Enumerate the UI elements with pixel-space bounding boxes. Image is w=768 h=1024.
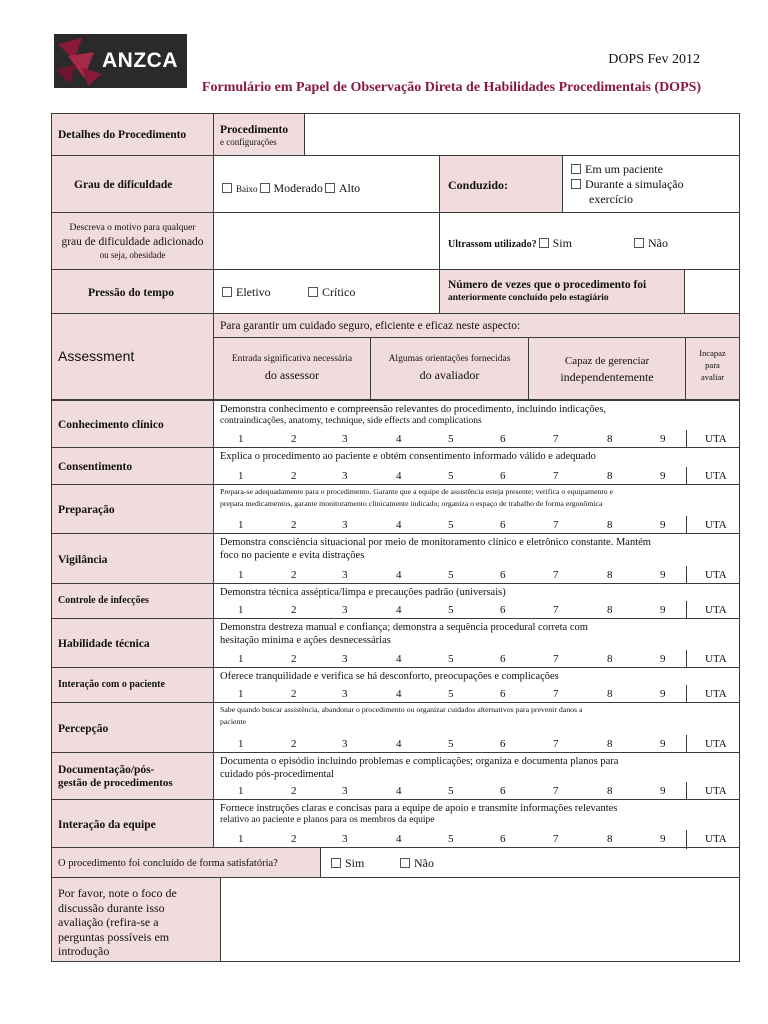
criterion-body [213, 702, 740, 753]
rating-option[interactable]: 8 [607, 470, 613, 482]
reason-label-cell [51, 212, 214, 270]
rating-option[interactable]: 5 [448, 604, 454, 616]
rating-option[interactable]: 1 [238, 433, 244, 445]
rating-option[interactable]: 1 [238, 653, 244, 665]
rating-option[interactable]: 9 [660, 785, 666, 797]
rating-option[interactable]: 1 [238, 569, 244, 581]
criterion-body [213, 533, 740, 584]
criterion-description: Demonstra conhecimento e compreensão relevantes do procedimento, incluindo indicações, [220, 404, 607, 415]
rating-option[interactable]: 5 [448, 433, 454, 445]
criterion-label-cell [51, 533, 214, 584]
rating-option[interactable]: 2 [291, 785, 297, 797]
rating-option[interactable]: 6 [500, 470, 506, 482]
rating-option[interactable]: 1 [238, 833, 244, 845]
rating-option[interactable]: 6 [500, 785, 506, 797]
rating-option[interactable]: 2 [291, 688, 297, 700]
rating-option[interactable]: 8 [607, 688, 613, 700]
rating-option[interactable]: 2 [291, 519, 297, 531]
completion-no-checkbox[interactable] [400, 858, 410, 868]
rating-option[interactable]: 5 [448, 569, 454, 581]
assessment-col4-line3: avaliar [700, 372, 725, 382]
criterion-label: Consentimento [58, 461, 133, 473]
rating-option[interactable]: 2 [291, 653, 297, 665]
difficulty-options [213, 155, 440, 213]
assessment-col2-line2: do avaliador [419, 368, 480, 382]
rating-option[interactable]: 6 [500, 569, 506, 581]
rating-option[interactable]: 2 [291, 833, 297, 845]
notes-line4: perguntas possíveis em [58, 929, 170, 944]
difficulty-moderate-label: Moderado [273, 181, 323, 195]
rating-option[interactable]: 3 [342, 738, 348, 750]
assessment-col1-line1: Entrada significativa necessária [231, 354, 353, 364]
criterion-body [213, 752, 740, 800]
procedure-input[interactable] [304, 113, 740, 156]
rating-option[interactable]: 9 [660, 604, 666, 616]
rating-option[interactable]: 1 [238, 604, 244, 616]
procedure-sublabel: e configurações [220, 137, 277, 147]
assessment-col1-line2: do assessor [264, 368, 320, 382]
rating-option[interactable]: 6 [500, 433, 506, 445]
rating-option[interactable]: 7 [553, 519, 559, 531]
rating-uta[interactable]: UTA [705, 688, 727, 700]
assessment-col3-line1: Capaz de gerenciar [564, 355, 650, 367]
criterion-label: Percepção [58, 722, 109, 735]
rating-option[interactable]: 3 [342, 433, 348, 445]
rating-option[interactable]: 7 [553, 433, 559, 445]
rating-option[interactable]: 3 [342, 569, 348, 581]
ultrasound-yes-checkbox[interactable] [539, 238, 549, 248]
rating-option[interactable]: 4 [396, 738, 402, 750]
criterion-body [213, 667, 740, 703]
rating-option[interactable]: 2 [291, 470, 297, 482]
rating-option[interactable]: 7 [553, 785, 559, 797]
rating-option[interactable]: 3 [342, 604, 348, 616]
rating-uta[interactable]: UTA [705, 785, 727, 797]
rating-option[interactable]: 4 [396, 433, 402, 445]
times-line2: anteriormente concluído pelo estagiário [448, 293, 609, 303]
rating-option[interactable]: 3 [342, 470, 348, 482]
criterion-description: Demonstra consciência situacional por meio de monitoramento clínico e eletrônico constante. Mantém [220, 537, 651, 548]
ultrasound-label: Ultrassom utilizado? [448, 239, 537, 250]
rating-option[interactable]: 4 [396, 653, 402, 665]
assessment-label-cell [51, 313, 214, 400]
rating-option[interactable]: 1 [238, 785, 244, 797]
rating-uta[interactable]: UTA [705, 433, 727, 445]
rating-uta[interactable]: UTA [705, 653, 727, 665]
criterion-label: Preparação [58, 504, 115, 516]
assessment-col2-line1: Algumas orientações fornecidas [388, 354, 511, 364]
completion-question-cell [51, 847, 321, 878]
criterion-body [213, 799, 740, 848]
criterion-description: Sabe quando buscar assistência, abandonar o procedimento ou organizar cuidados alternativos para prevenir danos a [220, 705, 583, 714]
assessment-intro-cell [213, 313, 740, 338]
criterion-label-cell [51, 484, 214, 534]
criterion-label-cell [51, 799, 214, 848]
assessment-col4-line1: Incapaz [699, 348, 726, 358]
difficulty-low-label: Baixo [236, 184, 258, 194]
reason-input[interactable] [213, 212, 440, 270]
times-input[interactable] [684, 269, 740, 314]
rating-option[interactable]: 2 [291, 569, 297, 581]
assessment-intro: Para garantir um cuidado seguro, eficiente e eficaz neste aspecto: [220, 320, 521, 332]
rating-uta[interactable]: UTA [705, 519, 727, 531]
logo-text: ANZCA [102, 49, 178, 72]
rating-uta[interactable]: UTA [705, 604, 727, 616]
conducted-patient-checkbox[interactable] [571, 164, 581, 174]
rating-option[interactable]: 9 [660, 470, 666, 482]
rating-option[interactable]: 8 [607, 738, 613, 750]
rating-option[interactable]: 9 [660, 653, 666, 665]
rating-option[interactable]: 7 [553, 833, 559, 845]
reason-line1: Descreva o motivo para qualquer [69, 223, 196, 233]
criterion-body [213, 618, 740, 668]
criterion-label-cell [51, 667, 214, 703]
rating-option[interactable]: 9 [660, 833, 666, 845]
rating-option[interactable]: 7 [553, 688, 559, 700]
criterion-label: Interação da equipe [58, 818, 156, 831]
rating-option[interactable]: 7 [553, 738, 559, 750]
rating-option[interactable]: 5 [448, 833, 454, 845]
ultrasound-no-label: Não [648, 236, 668, 250]
rating-option[interactable]: 8 [607, 569, 613, 581]
rating-option[interactable]: 7 [553, 569, 559, 581]
completion-no-label: Não [414, 856, 434, 870]
difficulty-label: Grau de dificuldade [74, 179, 173, 191]
criterion-label: Interação com o paciente [58, 679, 165, 690]
pressure-elective-checkbox[interactable] [222, 287, 232, 297]
conducted-patient-label: Em um paciente [585, 162, 663, 176]
rating-option[interactable]: 2 [291, 433, 297, 445]
times-label-cell [439, 269, 685, 314]
conducted-label-cell [439, 155, 563, 213]
rating-option[interactable]: 5 [448, 653, 454, 665]
rating-uta[interactable]: UTA [705, 470, 727, 482]
pressure-critical-checkbox[interactable] [308, 287, 318, 297]
criterion-description: Fornece instruções claras e concisas para a equipe de apoio e transmite informações relevantes [220, 803, 618, 814]
criterion-label-cell [51, 618, 214, 668]
rating-option[interactable]: 8 [607, 433, 613, 445]
times-line1: Número de vezes que o procedimento foi [448, 279, 647, 291]
rating-option[interactable]: 7 [553, 470, 559, 482]
rating-option[interactable]: 3 [342, 785, 348, 797]
assessment-col3 [528, 337, 686, 400]
rating-option[interactable]: 9 [660, 433, 666, 445]
ultrasound-no-checkbox[interactable] [634, 238, 644, 248]
rating-option[interactable]: 3 [342, 519, 348, 531]
criterion-description: Demonstra destreza manual e confiança; demonstra a sequência procedural correta com [220, 622, 588, 633]
rating-option[interactable]: 4 [396, 833, 402, 845]
rating-uta[interactable]: UTA [705, 569, 727, 581]
criterion-body [213, 583, 740, 619]
rating-option[interactable]: 2 [291, 738, 297, 750]
notes-line5: introdução [58, 944, 110, 958]
rating-option[interactable]: 6 [500, 738, 506, 750]
criterion-label: Documentação/pós- [58, 764, 155, 776]
criterion-description-line2: cuidado pós-procedimental [220, 769, 335, 780]
pressure-label: Pressão do tempo [88, 287, 175, 299]
criterion-description: Explica o procedimento ao paciente e obtém consentimento informado válido e adequado [220, 451, 596, 462]
conducted-simulation-label: Durante a simulação [585, 177, 684, 191]
assessment-label: Assessment [58, 348, 135, 364]
rating-option[interactable]: 4 [396, 785, 402, 797]
rating-option[interactable]: 7 [553, 653, 559, 665]
criterion-description-line2: relativo ao paciente e planos para os membros da equipe [220, 815, 435, 825]
notes-line2: discussão durante isso [58, 900, 165, 915]
criterion-description-line2: foco no paciente e evita distrações [220, 550, 365, 561]
pressure-options [213, 269, 440, 314]
rating-option[interactable]: 5 [448, 785, 454, 797]
criterion-label-cell [51, 702, 214, 753]
rating-option[interactable]: 3 [342, 833, 348, 845]
rating-option[interactable]: 4 [396, 604, 402, 616]
criterion-body [213, 484, 740, 534]
notes-label-cell [51, 877, 221, 962]
rating-option[interactable]: 1 [238, 738, 244, 750]
criterion-label: Controle de infecções [58, 595, 149, 606]
difficulty-high-label: Alto [338, 181, 361, 195]
rating-option[interactable]: 2 [291, 604, 297, 616]
form-title: Formulário em Papel de Observação Direta de Habilidades Procedimentais (DOPS) [201, 80, 702, 95]
completion-question: O procedimento foi concluído de forma satisfatória? [58, 858, 278, 869]
criterion-label-cell [51, 752, 214, 800]
completion-yes-label: Sim [345, 856, 365, 870]
completion-options [320, 847, 740, 878]
rating-uta[interactable]: UTA [705, 738, 727, 750]
rating-option[interactable]: 5 [448, 519, 454, 531]
rating-option[interactable]: 6 [500, 519, 506, 531]
criterion-label: Conhecimento clínico [58, 419, 164, 431]
notes-input[interactable] [220, 877, 740, 962]
criterion-body [213, 400, 740, 448]
rating-option[interactable]: 9 [660, 569, 666, 581]
assessment-col2 [370, 337, 529, 400]
rating-option[interactable]: 6 [500, 653, 506, 665]
assessment-col1 [213, 337, 371, 400]
conducted-options [562, 155, 740, 213]
conducted-label: Conduzido: [448, 178, 509, 192]
rating-option[interactable]: 8 [607, 833, 613, 845]
rating-option[interactable]: 4 [396, 569, 402, 581]
criterion-label: Vigilância [58, 553, 108, 566]
rating-option[interactable]: 1 [238, 519, 244, 531]
ultrasound-cell [439, 212, 740, 270]
criterion-description-line2: paciente [220, 717, 246, 726]
difficulty-label-cell [51, 155, 214, 213]
assessment-col3-line2: independentemente [560, 370, 654, 384]
criterion-label: Habilidade técnica [58, 638, 150, 650]
rating-option[interactable]: 3 [342, 688, 348, 700]
rating-option[interactable]: 9 [660, 688, 666, 700]
criterion-description: Documenta o episódio incluindo problemas e complicações; organiza e documenta planos para [220, 756, 619, 767]
difficulty-moderate-checkbox[interactable] [260, 183, 270, 193]
difficulty-high-checkbox[interactable] [325, 183, 335, 193]
pressure-critical-label: Crítico [322, 285, 356, 299]
assessment-col4-line2: para [705, 360, 720, 370]
rating-option[interactable]: 3 [342, 653, 348, 665]
pressure-elective-label: Eletivo [236, 285, 271, 299]
rating-option[interactable]: 6 [500, 688, 506, 700]
rating-option[interactable]: 8 [607, 519, 613, 531]
rating-option[interactable]: 5 [448, 470, 454, 482]
rating-option[interactable]: 4 [396, 519, 402, 531]
completion-yes-checkbox[interactable] [331, 858, 341, 868]
criterion-label-cell [51, 447, 214, 485]
details-label: Detalhes do Procedimento [58, 129, 187, 141]
rating-option[interactable]: 7 [553, 604, 559, 616]
criterion-description: Demonstra técnica asséptica/limpa e precauções padrão (universais) [220, 587, 506, 598]
reason-line2: grau de dificuldade adicionado [61, 236, 204, 248]
rating-option[interactable]: 1 [238, 688, 244, 700]
criterion-description-line2: prepara medicamentos, garante monitoramento clinicamente indicado; organiza o espaço de trabalho de forma ergonômica [220, 499, 603, 508]
rating-option[interactable]: 8 [607, 785, 613, 797]
rating-option[interactable]: 4 [396, 470, 402, 482]
procedure-label: Procedimento [220, 124, 289, 136]
rating-option[interactable]: 5 [448, 688, 454, 700]
criterion-description-line2: hesitação mínima e ações desnecessárias [220, 635, 391, 646]
rating-option[interactable]: 8 [607, 653, 613, 665]
rating-option[interactable]: 1 [238, 470, 244, 482]
rating-option[interactable]: 5 [448, 738, 454, 750]
assessment-col4 [685, 337, 740, 400]
criterion-description: Prepara-se adequadamente para o procedimento. Garante que a equipe de assistência esteja presente; verifica o equipamento e [220, 487, 613, 496]
uta-divider [686, 830, 687, 849]
reason-line3: ou seja, obesidade [99, 250, 166, 260]
procedure-label-cell [213, 113, 305, 156]
conducted-simulation-checkbox[interactable] [571, 179, 581, 189]
pressure-label-cell [51, 269, 214, 314]
notes-line3: avaliação (refira-se a [58, 915, 159, 929]
criterion-label-cell [51, 583, 214, 619]
criterion-description-line2: contraindicações, anatomy, technique, side effects and complications [220, 416, 482, 426]
rating-option[interactable]: 9 [660, 738, 666, 750]
criterion-label-cell [51, 400, 214, 448]
ultrasound-yes-label: Sim [552, 236, 572, 250]
criterion-label-line2: gestão de procedimentos [58, 777, 173, 789]
conducted-simulation-label-2: exercício [589, 192, 633, 206]
rating-option[interactable]: 6 [500, 604, 506, 616]
rating-option[interactable]: 6 [500, 833, 506, 845]
details-label-cell [51, 113, 214, 156]
rating-option[interactable]: 9 [660, 519, 666, 531]
criterion-body [213, 447, 740, 485]
rating-option[interactable]: 8 [607, 604, 613, 616]
difficulty-low-checkbox[interactable] [222, 183, 232, 193]
document-reference: DOPS Fev 2012 [608, 52, 700, 67]
rating-option[interactable]: 4 [396, 688, 402, 700]
criterion-description: Oferece tranquilidade e verifica se há desconforto, preocupações e complicações [220, 671, 559, 682]
notes-line1: Por favor, note o foco de [58, 886, 177, 900]
rating-uta[interactable]: UTA [705, 833, 727, 845]
dops-form [51, 113, 740, 962]
